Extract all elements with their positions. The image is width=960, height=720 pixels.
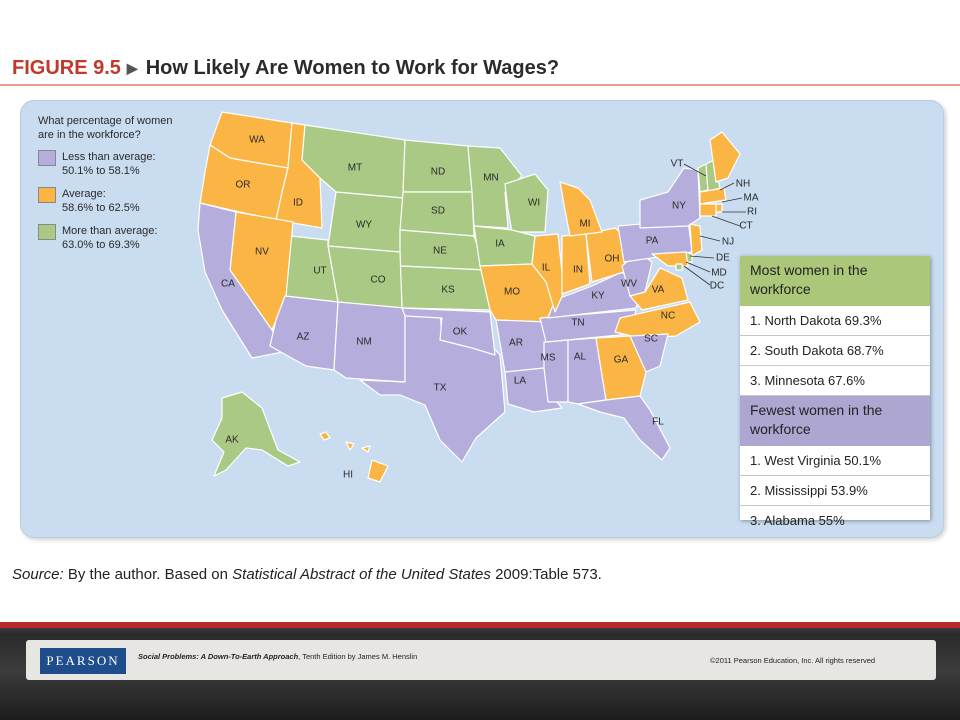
- state-ri: [716, 204, 722, 212]
- state-label-az: AZ: [296, 331, 310, 343]
- state-label-tn: TN: [571, 317, 585, 329]
- state-label-wi: WI: [527, 197, 541, 209]
- state-hi: [320, 432, 388, 482]
- state-label-ma: MA: [743, 192, 759, 204]
- legend-label-more: More than average:: [62, 225, 158, 237]
- fewest-women-title-line2: workforce: [750, 421, 811, 437]
- most-women-title-line2: workforce: [750, 281, 811, 297]
- legend-question-line1: What percentage of women: [38, 115, 173, 127]
- state-label-nm: NM: [356, 336, 372, 348]
- state-label-nd: ND: [430, 166, 446, 178]
- pearson-logo-text: PEARSON: [46, 653, 120, 668]
- figure-title-text: How Likely Are Women to Work for Wages?: [145, 56, 560, 79]
- legend-label-less: Less than average:: [62, 151, 156, 163]
- state-label-mn: MN: [483, 172, 499, 184]
- legend-range-average: 58.6% to 62.5%: [62, 202, 140, 214]
- state-label-in: IN: [573, 264, 583, 276]
- footer-book-credit: [138, 652, 417, 661]
- most-women-item: 3. Minnesota 67.6%: [740, 366, 930, 396]
- state-label-ut: UT: [313, 265, 327, 277]
- state-label-ky: KY: [591, 290, 605, 302]
- state-label-al: AL: [573, 351, 587, 363]
- fewest-women-title-line1: Fewest women in the: [750, 402, 883, 418]
- state-ny: [640, 168, 700, 228]
- fewest-women-item: 2. Mississippi 53.9%: [740, 476, 930, 506]
- rankings-box: [740, 256, 930, 528]
- state-label-wy: WY: [355, 219, 373, 231]
- footer-copyright: ©2011 Pearson Education, Inc. All rights reserved: [710, 656, 876, 665]
- leader-line-nj: [700, 236, 720, 241]
- source-label: Source:: [12, 566, 64, 583]
- most-women-header: [740, 256, 930, 306]
- state-label-mt: MT: [347, 162, 363, 174]
- fewest-women-item: 1. West Virginia 50.1%: [740, 446, 930, 476]
- state-fl: [578, 396, 670, 460]
- footer-book-rest: , Tenth Edition by James M. Henslin: [298, 652, 418, 661]
- state-label-ks: KS: [441, 284, 455, 296]
- state-label-vt: VT: [670, 158, 684, 170]
- source-note: [12, 566, 602, 583]
- state-nj: [690, 224, 702, 256]
- state-label-wa: WA: [249, 134, 265, 146]
- state-wi: [505, 174, 548, 232]
- state-label-ca: CA: [221, 278, 235, 290]
- state-label-ri: RI: [747, 206, 757, 218]
- state-label-sc: SC: [644, 333, 658, 345]
- state-label-oh: OH: [604, 253, 620, 265]
- state-co: [328, 246, 402, 308]
- state-label-ny: NY: [672, 200, 686, 212]
- most-women-item: 1. North Dakota 69.3%: [740, 306, 930, 336]
- state-label-va: VA: [651, 284, 665, 296]
- state-label-ct: CT: [739, 220, 753, 232]
- state-label-md: MD: [711, 267, 727, 279]
- source-work: Statistical Abstract of the United States: [232, 566, 491, 583]
- state-label-mi: MI: [579, 218, 591, 230]
- state-label-mo: MO: [503, 286, 521, 298]
- state-label-co: CO: [370, 274, 386, 286]
- state-label-ak: AK: [225, 434, 239, 446]
- legend-label-average: Average:: [62, 188, 106, 200]
- state-label-wv: WV: [620, 278, 638, 290]
- state-me: [710, 132, 740, 182]
- pearson-logo: [40, 648, 126, 674]
- state-label-pa: PA: [645, 235, 659, 247]
- state-label-nh: NH: [735, 178, 751, 190]
- footer-red-band: [0, 622, 960, 628]
- state-label-de: DE: [716, 252, 730, 264]
- state-label-tx: TX: [433, 382, 447, 394]
- arrow-icon: ▶: [126, 59, 138, 76]
- state-label-nv: NV: [255, 246, 269, 258]
- state-label-ms: MS: [540, 352, 556, 364]
- state-dc: [676, 264, 682, 270]
- state-label-ia: IA: [495, 238, 505, 250]
- leader-line-dc: [684, 266, 710, 285]
- state-ct: [700, 204, 716, 216]
- state-label-ar: AR: [509, 337, 523, 349]
- legend-question-line2: are in the workforce?: [38, 129, 141, 141]
- state-label-la: LA: [513, 375, 527, 387]
- legend-range-more: 63.0% to 69.3%: [62, 239, 140, 251]
- state-label-ok: OK: [452, 326, 468, 338]
- state-label-ne: NE: [433, 245, 447, 257]
- state-label-or: OR: [235, 179, 251, 191]
- fewest-women-header: [740, 396, 930, 446]
- source-table: 2009:Table 573.: [490, 566, 602, 583]
- state-label-fl: FL: [652, 416, 664, 428]
- state-label-nc: NC: [660, 310, 676, 322]
- figure-label: FIGURE 9.5: [12, 56, 121, 79]
- leader-line-nh: [720, 183, 734, 190]
- state-label-sd: SD: [431, 205, 445, 217]
- most-women-item: 2. South Dakota 68.7%: [740, 336, 930, 366]
- legend-range-less: 50.1% to 58.1%: [62, 165, 140, 177]
- fewest-women-item: 3. Alabama 55%: [750, 513, 845, 528]
- state-md: [652, 252, 688, 266]
- leader-line-de: [690, 256, 714, 258]
- state-ms: [544, 340, 568, 402]
- state-label-nj: NJ: [721, 236, 735, 248]
- state-label-il: IL: [541, 262, 551, 274]
- most-women-title-line1: Most women in the: [750, 262, 868, 278]
- footer-book-title: Social Problems: A Down-To-Earth Approach: [138, 652, 299, 661]
- state-label-dc: DC: [709, 280, 725, 292]
- state-label-id: ID: [293, 197, 303, 209]
- leader-line-ct: [712, 216, 740, 226]
- source-text: By the author. Based on: [63, 566, 233, 583]
- state-label-hi: HI: [343, 469, 353, 481]
- state-label-ga: GA: [613, 354, 629, 366]
